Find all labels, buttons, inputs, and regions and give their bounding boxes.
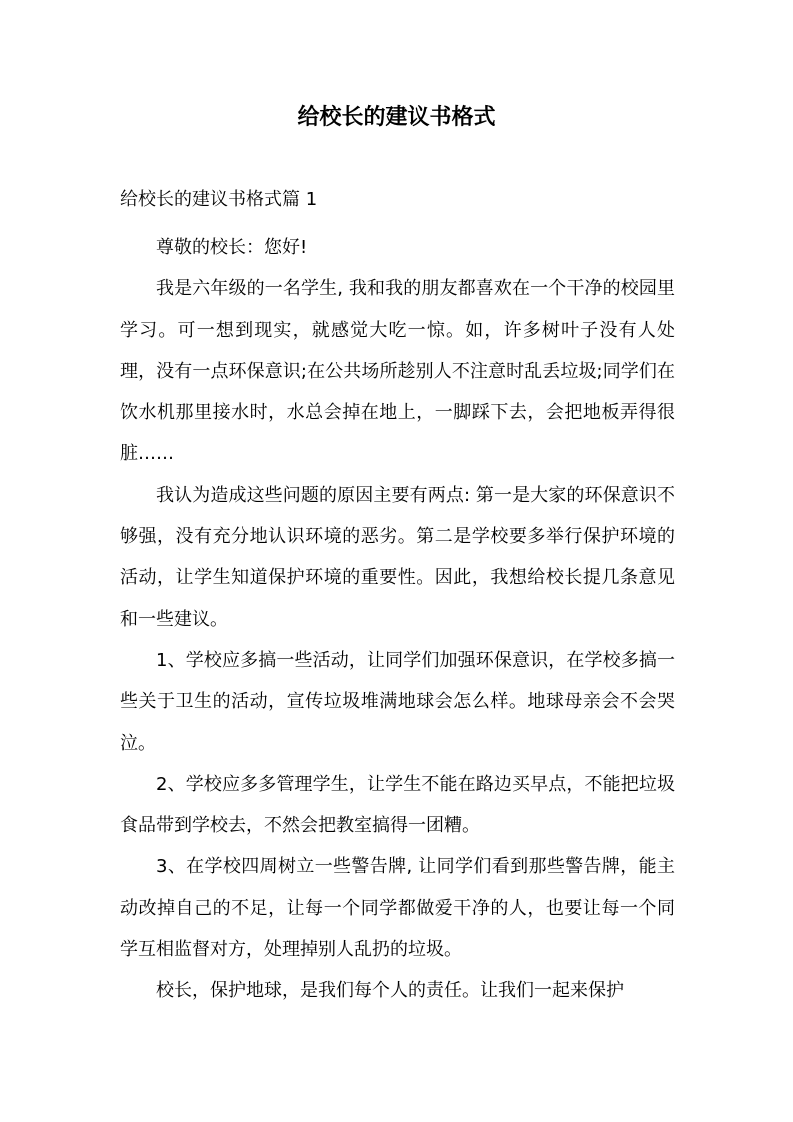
body-paragraph: 我认为造成这些问题的原因主要有两点: 第一是大家的环保意识不够强，没有充分地认识环境的恶劣。第二是学校要多举行保护环境的活动，让学生知道保护环境的重要性。因此，我想给校长提几条意见和一些建议。 bbox=[120, 484, 675, 630]
suggestion-paragraph: 1、学校应多搞一些活动，让同学们加强环保意识，在学校多搞一些关于卫生的活动，宣传垃圾堆满地球会怎么样。地球母亲会不会哭泣。 bbox=[120, 649, 675, 754]
greeting-paragraph: 尊敬的校长：您好! bbox=[156, 237, 308, 258]
document-body bbox=[120, 227, 675, 1012]
document-title: 给校长的建议书格式 bbox=[297, 105, 496, 130]
section-heading: 给校长的建议书格式篇 1 bbox=[120, 189, 318, 210]
body-paragraph: 我是六年级的一名学生, 我和我的朋友都喜欢在一个干净的校园里学习。可一想到现实，就感觉大吃一惊。如，许多树叶子没有人处理，没有一点环保意识;在公共场所趁别人不注意时乱丢垃圾;同学们在饮水机那里接水时，水总会掉在地上，一脚踩下去，会把地板弄得很脏…… bbox=[120, 278, 675, 465]
suggestion-paragraph: 2、学校应多多管理学生，让学生不能在路边买早点，不能把垃圾食品带到学校去，不然会把教室搞得一团糟。 bbox=[120, 773, 675, 837]
suggestion-paragraph: 3、在学校四周树立一些警告牌, 让同学们看到那些警告牌，能主动改掉自己的不足，让每一个同学都做爱干净的人，也要让每一个同学互相监督对方，处理掉别人乱扔的垃圾。 bbox=[120, 856, 675, 961]
closing-paragraph: 校长，保护地球，是我们每个人的责任。让我们一起来保护 bbox=[156, 980, 624, 1002]
